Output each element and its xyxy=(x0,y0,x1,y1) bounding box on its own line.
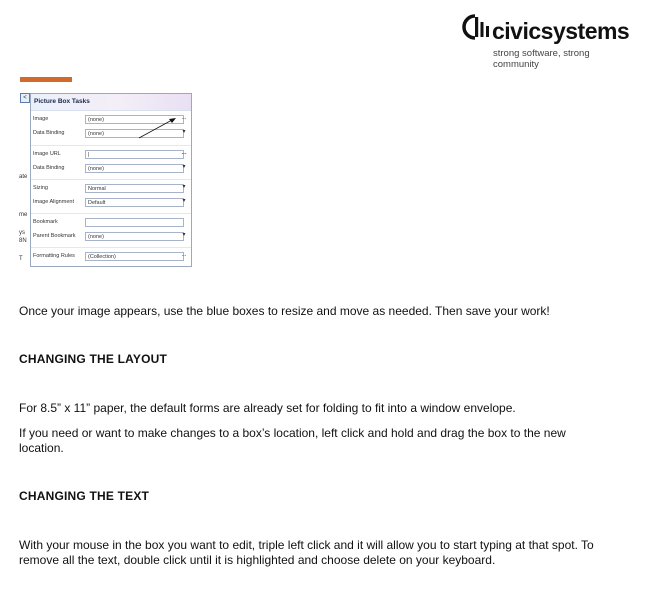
chevron-down-icon[interactable]: ▾ xyxy=(182,184,186,190)
url-data-binding-select[interactable]: (none) xyxy=(85,164,184,173)
accent-bar xyxy=(20,77,72,82)
edge-label: 8N xyxy=(19,238,27,244)
edge-label: me xyxy=(19,212,28,218)
parent-bookmark-select[interactable]: (none) xyxy=(85,232,184,241)
paragraph-move-line-2: location. xyxy=(19,441,64,455)
image-alignment-select[interactable]: Default xyxy=(85,198,184,207)
chevron-down-icon[interactable]: ▾ xyxy=(182,198,186,204)
formatting-rules-field[interactable]: (Collection) xyxy=(85,252,184,261)
logo-wordmark: civicsystems xyxy=(492,18,630,44)
heading-changing-layout: CHANGING THE LAYOUT xyxy=(19,352,168,366)
image-url-field[interactable]: | xyxy=(85,150,184,159)
chevron-down-icon[interactable]: ▾ xyxy=(182,232,186,238)
sizing-select[interactable]: Normal xyxy=(85,184,184,193)
image-label: Image xyxy=(33,116,49,122)
parent-bookmark-label: Parent Bookmark xyxy=(33,233,76,239)
paragraph-edit-line-2: remove all the text, double click until it is highlighted and choose delete on your keyboard. xyxy=(19,553,496,567)
formatting-rules-label: Formatting Rules xyxy=(33,253,75,259)
civicsystems-logo-mark xyxy=(462,12,492,42)
chevron-down-icon[interactable]: ▾ xyxy=(182,129,186,135)
paragraph-resize: Once your image appears, use the blue boxes to resize and move as needed. Then save your work! xyxy=(19,304,550,318)
image-alignment-label: Image Alignment xyxy=(33,199,74,205)
edge-label: ate xyxy=(19,174,28,180)
image-url-browse-button[interactable]: ... xyxy=(181,150,187,156)
chevron-down-icon[interactable]: ▾ xyxy=(182,164,186,170)
data-binding-label: Data Binding xyxy=(33,130,65,136)
data-binding-select[interactable]: (none) xyxy=(85,129,184,138)
collapse-icon[interactable]: < xyxy=(20,93,30,103)
url-data-binding-label: Data Binding xyxy=(33,165,65,171)
edge-label: ys xyxy=(19,230,25,236)
civicsystems-logo xyxy=(462,10,637,70)
bookmark-label: Bookmark xyxy=(33,219,58,225)
paragraph-paper: For 8.5” x 11” paper, the default forms are already set for folding to fit into a window envelope. xyxy=(19,401,516,415)
paragraph-edit-line-1: With your mouse in the box you want to edit, triple left click and it will allow you to start typing at that spot. To xyxy=(19,538,594,552)
pointer-arrow-icon xyxy=(19,92,195,268)
picture-box-tasks-screenshot xyxy=(19,92,195,268)
image-browse-button[interactable]: ... xyxy=(181,115,187,121)
image-field[interactable]: (none) xyxy=(85,115,184,124)
formatting-rules-button[interactable]: ... xyxy=(181,252,187,258)
sizing-label: Sizing xyxy=(33,185,48,191)
edge-label: T xyxy=(19,256,23,262)
logo-tagline: strong software, strong community xyxy=(493,48,590,70)
image-url-label: Image URL xyxy=(33,151,61,157)
panel-title: Picture Box Tasks xyxy=(31,94,191,111)
paragraph-move-line-1: If you need or want to make changes to a box’s location, left click and hold and drag the box to the new xyxy=(19,426,566,440)
heading-changing-text: CHANGING THE TEXT xyxy=(19,489,150,503)
